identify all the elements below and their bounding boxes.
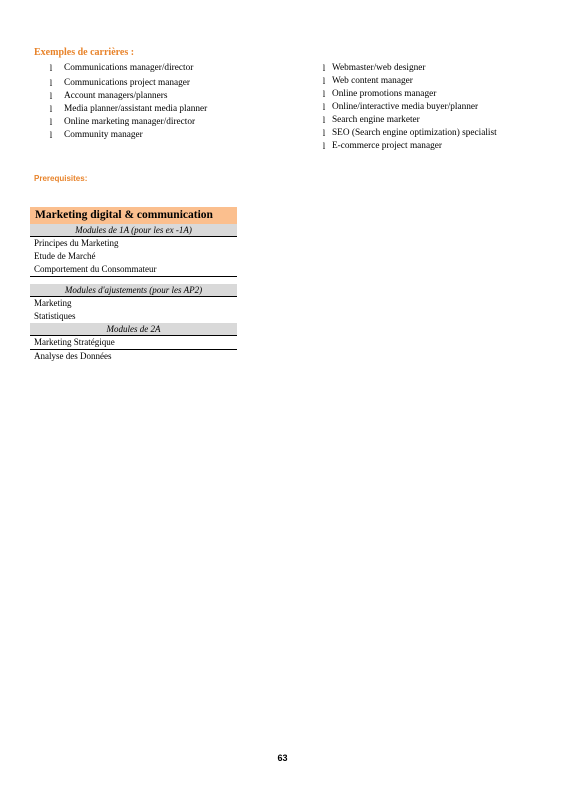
list-item: l Online/interactive media buyer/planner [319,101,559,114]
bullet-icon: l [322,141,326,151]
list-item: l Online marketing manager/director [46,116,286,129]
bullet-icon: l [49,130,53,140]
modules-table [30,207,237,363]
table-row: Etude de Marché [34,251,96,261]
list-item: l Community manager [46,129,286,142]
bullet-icon: l [322,76,326,86]
bullet-icon: l [322,89,326,99]
list-item: l Web content manager [319,75,559,88]
group-heading: Modules de 1A (pour les ex -1A) [30,224,237,237]
careers-title: Exemples de carrières : [34,47,135,58]
group-heading: Modules de 2A [30,323,237,336]
bullet-icon: l [49,63,53,73]
list-item: l Media planner/assistant media planner [46,103,286,116]
group-heading: Modules d'ajustements (pour les AP2) [30,284,237,297]
careers-list-right [319,62,559,153]
prerequisites-label: Prerequisites: [34,174,88,183]
list-item: l E-commerce project manager [319,140,559,153]
bullet-icon: l [49,91,53,101]
table-row: Analyse des Données [34,351,112,361]
list-item: l Communications manager/director [46,62,286,75]
bullet-icon: l [49,117,53,127]
bullet-icon: l [322,102,326,112]
list-item: l SEO (Search engine optimization) specialist [319,127,559,140]
table-row: Principes du Marketing [34,238,119,248]
table-title: Marketing digital & communication [30,207,237,224]
table-row: Statistiques [34,311,76,321]
table-gap [30,277,237,284]
list-item: l Communications project manager [46,77,286,90]
bullet-icon: l [322,115,326,125]
page-number: 63 [277,753,288,763]
bullet-icon: l [49,78,53,88]
list-item: l Account managers/planners [46,90,286,103]
bullet-icon: l [49,104,53,114]
list-item: l Search engine marketer [319,114,559,127]
list-item: l Online promotions manager [319,88,559,101]
bullet-icon: l [322,63,326,73]
bullet-icon: l [322,128,326,138]
table-row: Comportement du Consommateur [30,263,237,277]
table-row: Marketing Stratégique [30,336,237,350]
list-item: l Webmaster/web designer [319,62,559,75]
table-row: Marketing [34,298,72,308]
careers-list-left [46,62,286,142]
